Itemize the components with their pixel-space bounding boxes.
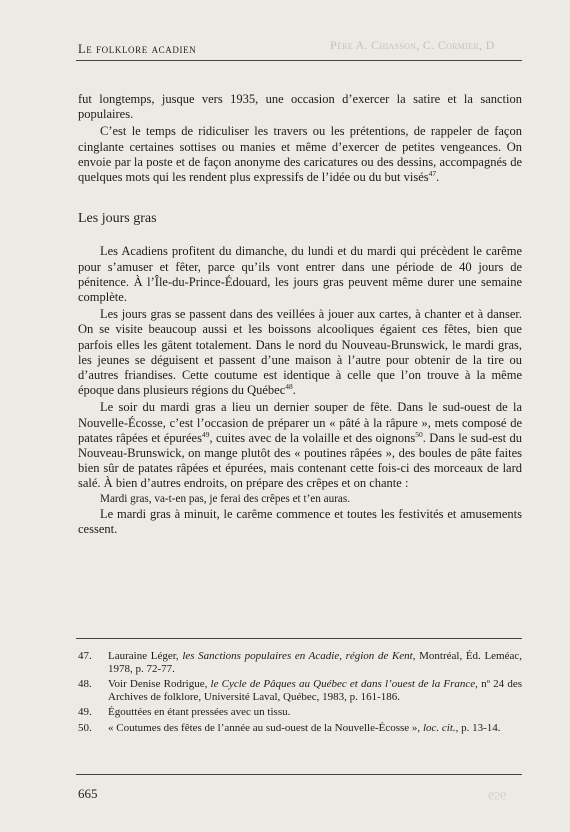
footnote-number: 49.	[78, 706, 92, 719]
paragraph-5-text-c: . Dans le sud-est du Nouveau-Brunswick, on mange plutôt des « poutines râpées », des boules de pâte faites bien sûr de patates râpées et épurées, mais contenant cette fois-ci des morceaux de lard salé. À bien d’autres endroits, on prépare des crêpes et on chante :	[78, 430, 522, 491]
paragraph-5-text-a: Le soir du mardi gras a lieu un dernier souper de fête. Dans le sud-ouest de la Nouvelle-Écosse, c’est l’occasion de préparer un « pâté à la râpure », mets composé de patates râpées et épurées	[78, 400, 522, 445]
paragraph-5-text-b: , cuites avec de la volaille et des oignons	[209, 430, 416, 445]
footnote-ref-50: 50	[415, 429, 423, 439]
header-rule	[76, 60, 522, 61]
bleed-through-header: Père A. Chiasson, C. Cormier, D	[330, 38, 495, 52]
footnote-text-plain: « Coutumes des fêtes de l’année au sud-ouest de la Nouvelle-Écosse »,	[108, 721, 423, 734]
footnotes	[78, 650, 522, 738]
page-number: 665	[78, 786, 98, 801]
footnote-text-plain: Lauraine Léger,	[108, 650, 183, 662]
paragraph-4: Les jours gras se passent dans des veillées à jouer aux cartes, à chanter et à danser. On se visite beaucoup aussi et les boissons alcooliques égaient ces fêtes, bien que parfois elles les gâtent totalement. Dans le nord du Nouveau-Brunswick, le mardi gras, les jeunes se déguisent et passent d’une maison à l’autre pour obtenir de la tire ou d’autres friandises. Cette coutume est identique à celle que l’on trouve à la même époque dans plusieurs régions du Québec$^{48}$.	[78, 307, 522, 398]
footnote-text-tail: , p. 13-14.	[455, 721, 501, 734]
footnote-rule	[76, 638, 522, 639]
bottom-rule	[76, 774, 522, 775]
footnote-title: le Cycle de Pâques au Québec et dans l’ouest de la France	[210, 678, 476, 691]
footnote-number: 47.	[78, 650, 92, 662]
paragraph-5	[78, 400, 522, 491]
footnote-number: 50.	[78, 721, 92, 734]
footnote-ref-49: 49	[201, 429, 210, 439]
footnote-text: Égouttées en étant pressées avec un tissu.	[108, 706, 291, 719]
footnote-ref-47: 47	[428, 169, 437, 179]
section-title: Les jours gras	[78, 211, 157, 227]
footnote-text-plain: Voir Denise Rodrigue,	[108, 678, 211, 691]
song-quote: Mardi gras, va-t-en pas, je ferai des crêpes et t’en auras.	[100, 492, 351, 505]
main-text	[78, 92, 522, 537]
paragraph-2-text: C’est le temps de ridiculiser les travers ou les prétentions, de rappeler de façon cinglante certaines sottises ou manies et même d’exercer de petites vengeances. On envoie par la poste et de façon anonyme des caricatures ou des dessins, accompagnés de quelques mots qui les rendent plus expressifs de l’idée ou du but visés	[78, 124, 522, 185]
footnote-48	[78, 678, 522, 703]
footnote-title: loc. cit.	[422, 721, 456, 734]
bleed-through-page-number: 656	[488, 789, 506, 803]
footnote-47	[78, 650, 522, 675]
footnote-text-tail: , Montréal, Éd. Leméac, 1978, p. 72-77.	[108, 650, 522, 675]
running-head: Le folklore acadien	[78, 42, 197, 56]
paragraph-2: C’est le temps de ridiculiser les travers ou les prétentions, de rappeler de façon cinglante certaines sottises ou manies et même d’exercer de petites vengeances. On envoie par la poste et de façon anonyme des caricatures ou des dessins, accompagnés de quelques mots qui les rendent plus expressifs de l’idée ou du but visés$^{47}$.	[78, 124, 522, 185]
footnote-text	[108, 722, 522, 735]
footnote-50	[78, 722, 522, 735]
footnote-title: les Sanctions populaires en Acadie, région de Kent	[182, 650, 413, 662]
footnote-text	[108, 650, 522, 675]
paragraph-4-text: Les jours gras se passent dans des veillées à jouer aux cartes, à chanter et à danser. On se visite beaucoup aussi et les boissons alcooliques égaient ces fêtes, bien que parfois elles les gâtent totalement. Dans le nord du Nouveau-Brunswick, le mardi gras, les jeunes se déguisent et passent d’une maison à l’autre pour obtenir de la tire ou d’autres friandises. Cette coutume est identique à celle que l’on trouve à la même époque dans plusieurs régions du Québec	[78, 307, 522, 398]
paragraph-6: Le mardi gras à minuit, le carême commence et toutes les festivités et amusements cessent.	[78, 506, 522, 537]
footnote-ref-48: 48	[285, 382, 293, 392]
footnote-49	[78, 706, 522, 719]
footnote-text-tail: , nº 24 des Archives de folklore, Université Laval, Québec, 1983, p. 161-186.	[108, 678, 523, 703]
footnote-text	[108, 678, 522, 703]
paragraph-3: Les Acadiens profitent du dimanche, du lundi et du mardi qui précèdent le carême pour s’amuser et fêter, parce qu’ils vont entrer dans une période de 40 jours de pénitence. À l’Île-du-Prince-Édouard, les jours gras peuvent même durer une semaine complète.	[78, 244, 522, 305]
footnote-number: 48.	[78, 678, 92, 691]
paragraph-1: fut longtemps, jusque vers 1935, une occasion d’exercer la satire et la sanction populaires.	[78, 92, 522, 122]
